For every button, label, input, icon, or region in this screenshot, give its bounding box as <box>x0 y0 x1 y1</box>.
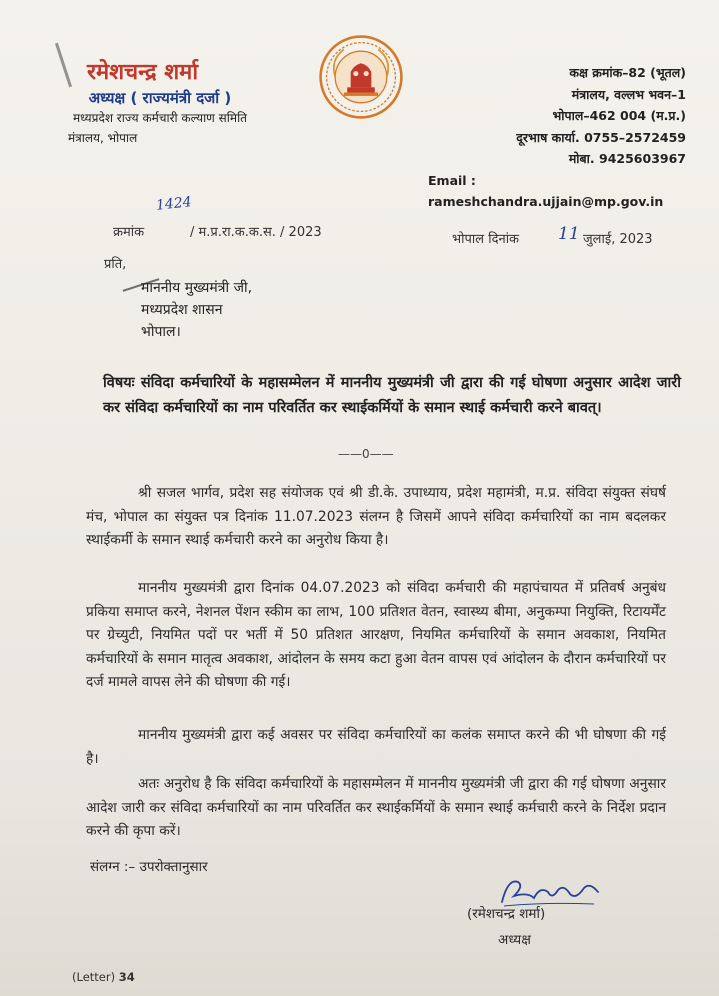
office-phone: दूरभाष कार्या. 0755–2572459 <box>516 129 686 145</box>
handwritten-date: 11 <box>558 224 580 244</box>
body-paragraph-1 <box>86 482 666 553</box>
recipient-line-2: मध्यप्रदेश शासन <box>141 302 223 318</box>
sender-location: मंत्रालय, भोपाल <box>68 131 138 145</box>
date-month-year: जुलाई, 2023 <box>583 232 653 247</box>
signatory-name: (रमेशचन्द्र शर्मा) <box>467 906 546 922</box>
section-divider: ——0—— <box>338 447 394 461</box>
building: मंत्रालय, वल्लभ भवन–1 <box>571 86 686 102</box>
reference-label: क्रमांक <box>113 225 145 240</box>
footer-type: (Letter) <box>72 970 116 984</box>
sender-address <box>430 62 686 213</box>
mobile-number: मोबा. 9425603967 <box>568 151 686 166</box>
signatory-designation: अध्यक्ष <box>498 932 531 948</box>
subject-text: संविदा कर्मचारियों के महासम्मेलन में माननीय मुख्यमंत्री जी द्वारा की गई घोषणा अनुसार आदेश जारी कर संविदा कर्मचारियों का नाम परिवर्तित कर स्थाईकर्मियों के समान स्थाई कर्मचारी करने बावत्। <box>103 375 681 416</box>
paragraph-4-text: अतः अनुरोध है कि संविदा कर्मचारियों के महासम्मेलन में माननीय मुख्यमंत्री जी द्वारा की गई घोषणा अनुसार आदेश जारी कर संविदा कर्मचारियों का नाम परिवर्तित कर स्थाईकर्मियों के समान स्थाई कर्मचारी करने के निर्देश प्रदान करने की कृपा करें। <box>86 776 666 839</box>
paragraph-1-text: श्री सजल भार्गव, प्रदेश सह संयोजक एवं श्री डी.के. उपाध्याय, प्रदेश महामंत्री, म.प्र. संविदा संयुक्त संघर्ष मंच, भोपाल का संयुक्त पत्र दिनांक 11.07.2023 संलग्न है जिसमें आपने संविदा कर्मचारियों का नाम बदलकर स्थाईकर्मी के समान स्थाई कर्मचारी करने का अनुरोध किया है। <box>86 485 666 548</box>
room-number: कक्ष क्रमांक–82 (भूतल) <box>569 65 686 80</box>
handwritten-ref-number: 1424 <box>155 194 193 214</box>
sender-organisation: मध्यप्रदेश राज्य कर्मचारी कल्याण समिति <box>72 111 248 125</box>
paragraph-3-text: माननीय मुख्यमंत्री द्वारा कई अवसर पर संविदा कर्मचारियों का कलंक समाप्त करने की भी घोषणा की गई है। <box>86 727 666 767</box>
body-paragraph-3 <box>86 724 666 771</box>
recipient-prefix: प्रति, <box>104 257 127 272</box>
body-paragraph-2 <box>86 577 666 695</box>
recipient-line-3: भोपाल। <box>141 324 181 340</box>
email-label: Email : <box>428 172 476 188</box>
subject-block <box>103 371 681 421</box>
sender-designation: अध्यक्ष ( राज्यमंत्री दर्जा ) <box>88 89 232 107</box>
footer-letter-number <box>72 970 135 984</box>
footer-number: 34 <box>118 970 135 984</box>
subject-label: विषयः <box>103 375 135 391</box>
date-label: भोपाल दिनांक <box>452 232 520 247</box>
city-pin: भोपाल–462 004 (म.प्र.) <box>552 108 686 123</box>
pen-mark <box>55 43 72 88</box>
body-paragraph-4 <box>86 773 666 844</box>
state-emblem-icon <box>318 34 404 120</box>
recipient-address <box>141 277 252 343</box>
reference-code: / म.प्र.रा.क.क.स. / 2023 <box>190 225 322 240</box>
sender-name: रमेशचन्द्र शर्मा <box>87 59 199 85</box>
enclosure-note: संलग्न :– उपरोक्तानुसार <box>90 859 208 875</box>
email-line <box>428 170 686 213</box>
paragraph-2-text: माननीय मुख्यमंत्री द्वारा दिनांक 04.07.2023 को संविदा कर्मचारी की महापंचायत में प्रतिवर्ष अनुबंध प्रकिया समाप्त करने, नेशनल पेंशन स्कीम का लाभ, 100 प्रतिशत वेतन, स्वास्थ्य बीमा, अनुकम्पा नियुक्ति, रिटायर्मेंट पर ग्रेच्युटी, नियमित पदों पर भर्ती में 50 प्रतिशत आरक्षण, नियमित कर्मचारियों के समान अवकाश, नियमित कर्मचारियों के समान मातृत्व अवकाश, आंदोलन के समय कटा हुआ वेतन वापस एवं आंदोलन के दौरान कर्मचारियों पर दर्ज मामले वापस लेने की घोषणा की गई। <box>86 580 666 690</box>
email-address: rameshchandra.ujjain@mp.gov.in <box>428 194 664 209</box>
sender-details <box>30 88 290 148</box>
recipient-line-1: माननीय मुख्यमंत्री जी, <box>141 280 253 296</box>
